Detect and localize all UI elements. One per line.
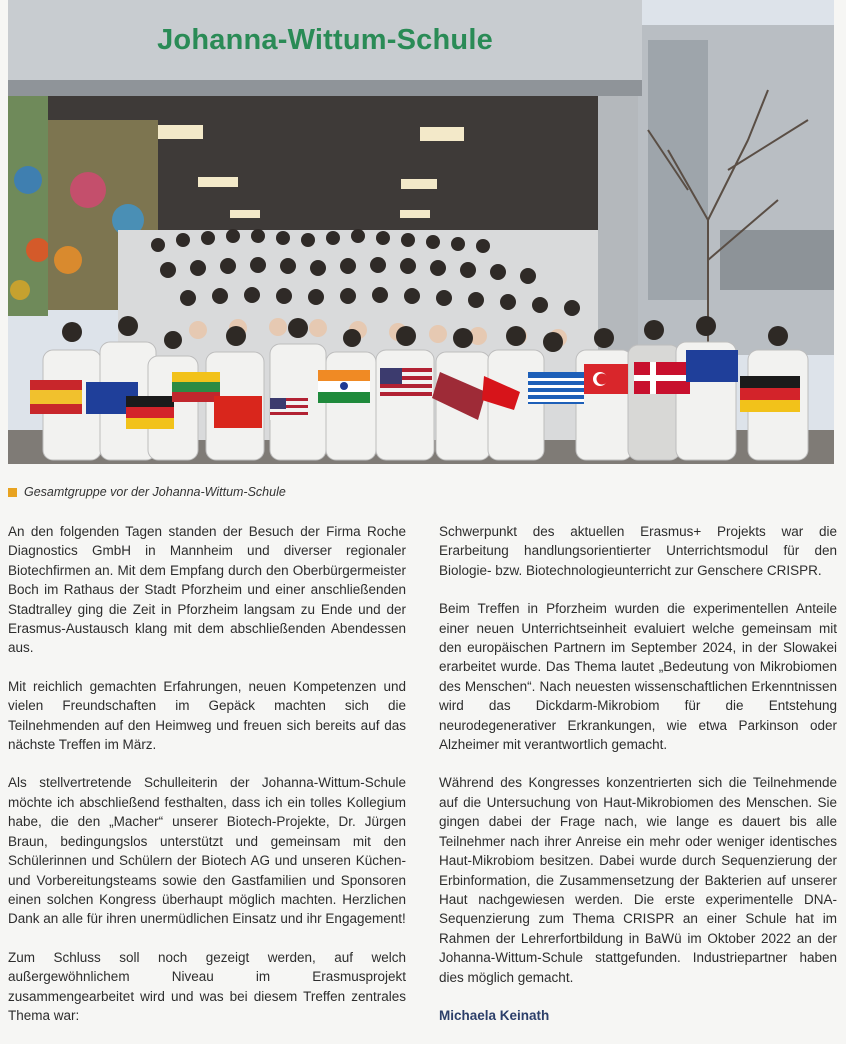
paragraph: Während des Kongresses konzentrierten sich die Teilnehmende auf die Untersuchung von Haut-Mikrobiomen des Menschen. Sie gingen dabei der Frage nach, wie lange es dauert bis alle Teilnehmer nach ihrer Anreise ein mehr oder weniger identisches Haut-Mikrobiom besitzen. Dabei wurde durch Sequenzierung der Erbinformation, die Zusammensetzung der Bakterien auf unserer Haut nachgewiesen werden. Die erste experimentelle DNA-Sequenzierung zum Thema CRISPR an einer Schule hat im Rahmen der Lehrerfortbildung in BaWü im Oktober 2022 an der Johanna-Wittum-Schule stattgefunden. Industriepartner haben dies möglich gemacht. [439,775,837,985]
caption-bullet [8,488,17,497]
flag-germany [126,396,174,429]
right-column [439,522,837,1025]
paragraph: Zum Schluss soll noch gezeigt werden, auf welch außergewöhnlichem Niveau im Erasmusprojekt zusammengearbeitet wird und was bei diesem Treffen zentrales Thema war: [8,949,406,1023]
flag-china [214,396,262,428]
paragraph: Schwerpunkt des aktuellen Erasmus+ Projekts war die Erarbeitung handlungsorientierter Unterrichtsmodul für den Biologie- bzw. Biotechnologieunterricht zur Genschere CRISPR. [439,524,837,578]
paragraph: Beim Treffen in Pforzheim wurden die experimentellen Anteile einer neuen Unterrichtseinheit evaluiert welche gemeinsam mit den europäischen Partnern im September 2024, in der Slowakei erarbeitet wurde. Das Thema lautet „Bedeutung von Mikrobiomen des Menschen“. Nach neuesten wissenschaftlichen Erkenntnissen wird das Dickdarm-Mikrobiom für die Entstehung neurodegenerativer Erkrankungen, wie etwa Parkinson oder Alzheimer mit verantwortlich gemacht. [439,601,837,753]
flag-eu-2 [686,350,738,382]
school-sign [8,0,642,80]
author-name: Michaela Keinath [439,1007,550,1023]
caption-text: Gesamtgruppe vor der Johanna-Wittum-Schule [24,485,286,499]
paragraph: Als stellvertretende Schulleiterin der Johanna-Wittum-Schule möchte ich abschließend festhalten, dass ich ein tolles Kollegium habe, die den „Macher“ unserer Biotech-Projekte, Dr. Jürgen Braun, bedingungslos unterstützt und gemeinsam mit den Schülerinnen und Schülern der Biotech AG und unseren Küchen- und Vorbereitungsteams sowie den Gastfamilien und Sponsoren einen solchen Kongress überhaupt möglich machten. Herzlichen Dank an alle für ihren unermüdlichen Einsatz und ihr Engagement! [8,775,406,927]
flag-spain [30,380,82,414]
flag-greece [528,372,584,404]
flag-usa [270,398,308,420]
school-sign-text: Johanna-Wittum-Schule [157,23,493,56]
flag-turkey [584,364,628,394]
flag-india [318,370,370,403]
photo-caption [8,483,286,501]
left-column [8,522,406,1044]
flag-usa-2 [380,368,432,398]
paragraph: Mit reichlich gemachten Erfahrungen, neuen Kompetenzen und vielen Freundschaften im Gepäck machten sich die Teilnehmenden auf den Heimweg und freuen sich bereits auf das nächste Treffen im März. [8,678,406,753]
flag-lithuania [172,372,220,402]
flag-denmark [634,362,690,394]
paragraph: An den folgenden Tagen standen der Besuch der Firma Roche Diagnostics GmbH in Mannheim und diverser regionaler Biotechfirmen an. Mit dem Empfang durch den Oberbürgermeister Boch im Rathaus der Stadt Pforzheim und einer anschließenden Stadtralley ging die Zeit in Pforzheim langsam zu Ende und der Erasmus-Austausch klang mit dem abschließenden Abendessen aus. [8,524,406,656]
flag-germany-2 [740,376,800,412]
